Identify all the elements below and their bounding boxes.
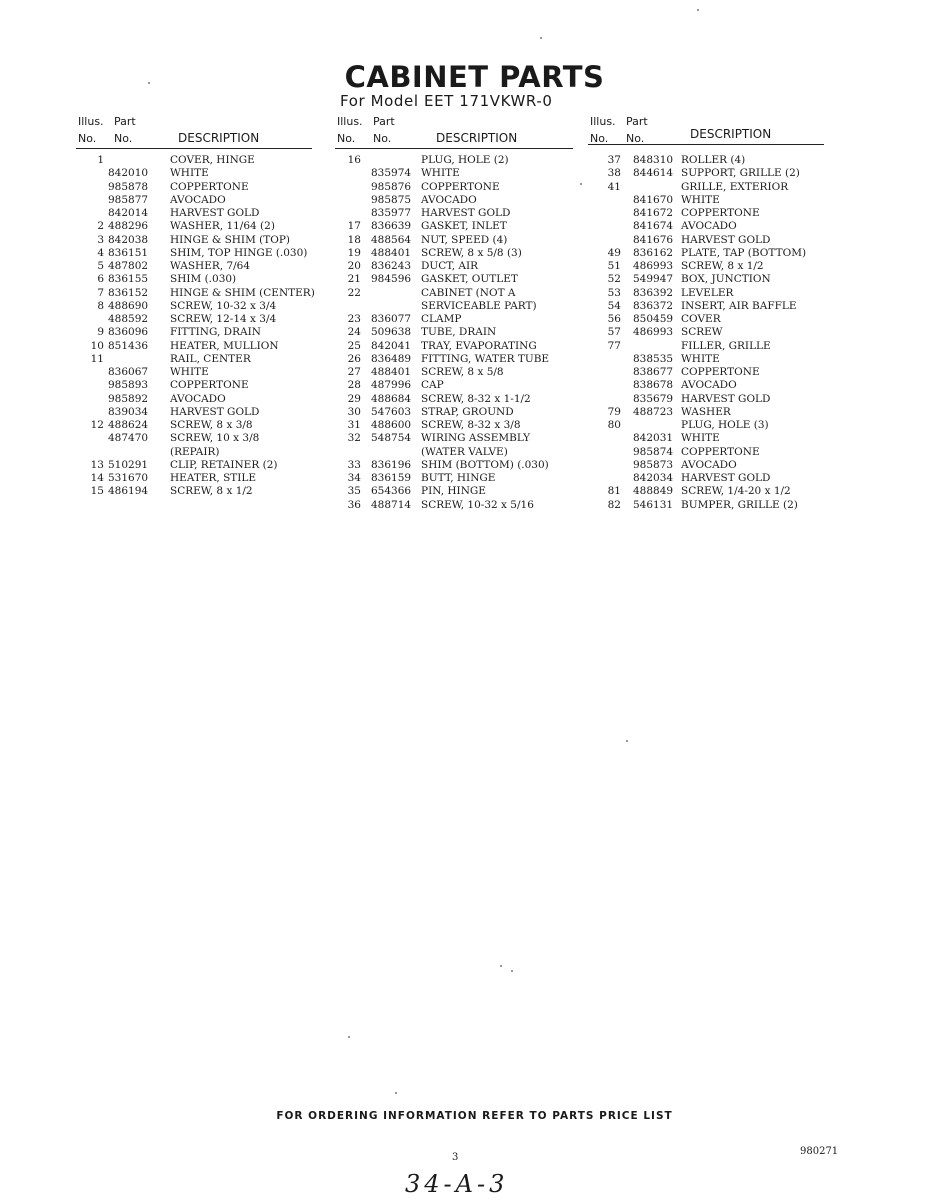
- part-description: TRAY, EVAPORATING: [421, 339, 537, 352]
- illus-number: 79: [607, 405, 621, 418]
- part-description: DUCT, AIR: [421, 260, 479, 272]
- part-number: 838678: [633, 379, 674, 392]
- part-number: 486993: [633, 260, 674, 272]
- part-header: Part: [114, 115, 136, 128]
- illus-number: 80: [607, 419, 621, 431]
- illus-number: 57: [607, 326, 621, 339]
- model-subtitle: For Model EET 171VKWR-0: [340, 92, 553, 110]
- part-number: 985875: [371, 193, 412, 206]
- illus-number: 32: [347, 432, 361, 445]
- part-number: 842041: [371, 339, 412, 352]
- scan-speck: [511, 970, 513, 972]
- part-description: HARVEST GOLD: [681, 472, 771, 484]
- part-number: 546131: [633, 498, 674, 511]
- part-number: 841674: [633, 220, 674, 233]
- part-description: SCREW, 1/4-20 x 1/2: [681, 485, 791, 498]
- illus-number: 81: [607, 485, 621, 498]
- part-description: HEATER, MULLION: [170, 339, 279, 352]
- illus-number: 3: [97, 233, 104, 246]
- part-no-header: No.: [626, 132, 645, 145]
- part-description: FILLER, GRILLE: [681, 339, 771, 352]
- illus-number: 33: [347, 458, 361, 471]
- part-description: PLATE, TAP (BOTTOM): [681, 246, 807, 259]
- illus-number: 41: [607, 180, 621, 193]
- illus-number: 19: [347, 246, 361, 259]
- illus-number: 82: [607, 498, 621, 511]
- part-number: 488690: [108, 299, 149, 312]
- part-number: 488684: [371, 392, 412, 405]
- illus-header: Illus.: [590, 115, 616, 128]
- part-number: 985893: [108, 379, 149, 392]
- part-number: 985892: [108, 392, 149, 405]
- illus-number: 77: [607, 339, 621, 352]
- part-description: CAP: [421, 379, 444, 392]
- part-description: SCREW, 12-14 x 3/4: [170, 313, 277, 325]
- part-number: 842010: [108, 167, 149, 180]
- illus-number: 54: [607, 299, 621, 312]
- part-description: WASHER, 7/64: [170, 260, 251, 272]
- part-description: HARVEST GOLD: [170, 207, 260, 219]
- part-number: 488849: [633, 485, 674, 498]
- description-header: DESCRIPTION: [436, 131, 518, 145]
- illus-number: 18: [347, 233, 361, 246]
- part-number: 842014: [108, 207, 149, 219]
- part-description: HARVEST GOLD: [681, 233, 771, 246]
- illus-number: 28: [347, 379, 361, 392]
- illus-number: 4: [97, 246, 104, 259]
- part-number: 838535: [633, 352, 674, 365]
- part-number: 984596: [371, 273, 412, 286]
- part-number: 836159: [371, 472, 412, 484]
- illus-number: 26: [347, 352, 361, 365]
- description-header: DESCRIPTION: [690, 127, 772, 141]
- illus-number: 14: [90, 472, 104, 484]
- illus-number: 36: [347, 498, 361, 511]
- part-description: PLUG, HOLE (2): [421, 154, 509, 166]
- part-number: 836243: [371, 260, 412, 272]
- scan-speck: [148, 82, 150, 84]
- column-header: [76, 114, 316, 148]
- part-description: SCREW, 8 x 3/8: [170, 419, 253, 431]
- part-description: SCREW, 8-32 x 3/8: [421, 419, 521, 431]
- part-number: 836489: [371, 352, 412, 365]
- part-description: SCREW, 8 x 5/8 (3): [421, 246, 522, 259]
- part-description: SCREW, 8-32 x 1-1/2: [421, 392, 531, 405]
- part-number: 836162: [633, 246, 674, 259]
- part-number: 836067: [108, 366, 149, 378]
- part-number: 841672: [633, 207, 674, 219]
- scan-speck: [540, 37, 542, 39]
- part-description: WHITE: [681, 432, 720, 445]
- part-number: 835977: [371, 207, 412, 219]
- part-number: 487470: [108, 432, 149, 445]
- part-description: HINGE & SHIM (CENTER): [170, 286, 315, 299]
- part-number: 985877: [108, 193, 149, 206]
- illus-header: Illus.: [337, 115, 363, 128]
- part-description: HARVEST GOLD: [681, 392, 771, 405]
- part-number: 836151: [108, 246, 149, 259]
- part-description: CLAMP: [421, 313, 462, 325]
- part-description: COPPERTONE: [681, 445, 760, 458]
- illus-number: 6: [97, 273, 104, 286]
- parts-column-1: [76, 114, 316, 498]
- part-description: FITTING, DRAIN: [170, 326, 261, 339]
- header-rule: [76, 148, 312, 149]
- part-number: 844614: [633, 167, 674, 180]
- parts-column-3: [588, 114, 833, 511]
- scan-speck: [395, 1092, 397, 1094]
- part-no-header: No.: [373, 132, 392, 145]
- part-description: SHIM (.030): [170, 273, 237, 286]
- illus-number: 21: [347, 273, 361, 286]
- illus-number: 13: [90, 458, 104, 471]
- parts-column-2: [335, 114, 580, 511]
- part-number: 487802: [108, 260, 149, 272]
- part-description: NUT, SPEED (4): [421, 233, 508, 246]
- part-number: 488401: [371, 366, 412, 378]
- part-number: 842034: [633, 472, 674, 484]
- ordering-footer: FOR ORDERING INFORMATION REFER TO PARTS PRICE LIST: [276, 1110, 673, 1122]
- part-description: WASHER: [681, 405, 731, 418]
- part-number: 549947: [633, 273, 674, 286]
- illus-number: 49: [607, 246, 621, 259]
- part-description: HEATER, STILE: [170, 472, 257, 484]
- scan-speck: [500, 965, 502, 967]
- illus-number: 52: [607, 273, 621, 286]
- part-number: 487996: [371, 379, 412, 392]
- part-number: 985876: [371, 180, 412, 193]
- illus-number: 51: [607, 260, 621, 272]
- part-description: WIRING ASSEMBLY: [421, 432, 531, 445]
- part-description: SUPPORT, GRILLE (2): [681, 167, 800, 180]
- part-description: WASHER, 11/64 (2): [170, 220, 275, 233]
- scan-speck: [348, 1036, 350, 1038]
- illus-number: 11: [90, 352, 104, 365]
- part-description: FITTING, WATER TUBE: [421, 352, 550, 365]
- part-description: AVOCADO: [681, 220, 737, 233]
- part-description: SCREW, 8 x 1/2: [170, 485, 253, 498]
- part-number: 985873: [633, 458, 674, 471]
- part-header: Part: [626, 115, 648, 128]
- column-header: [335, 114, 580, 148]
- part-description: INSERT, AIR BAFFLE: [681, 299, 797, 312]
- part-description: AVOCADO: [170, 392, 226, 405]
- illus-number: 37: [607, 154, 621, 166]
- illus-number: 7: [97, 286, 104, 299]
- part-number: 839034: [108, 405, 149, 418]
- illus-number: 8: [97, 299, 104, 312]
- part-description: SCREW, 10-32 x 3/4: [170, 299, 277, 312]
- part-number: 842031: [633, 432, 674, 445]
- illus-number: 5: [97, 260, 104, 272]
- part-number: 488401: [371, 246, 412, 259]
- illus-number: 31: [347, 419, 361, 431]
- part-number: 488723: [633, 405, 674, 418]
- illus-number: 35: [347, 485, 361, 498]
- part-number: 488564: [371, 233, 412, 246]
- illus-no-header: No.: [590, 132, 609, 145]
- illus-number: 56: [607, 313, 621, 325]
- part-description: PLUG, HOLE (3): [681, 419, 769, 431]
- illus-number: 2: [97, 220, 104, 233]
- scan-speck: [580, 183, 582, 185]
- part-description: SCREW, 8 x 1/2: [681, 260, 764, 272]
- part-description: CLIP, RETAINER (2): [170, 458, 278, 471]
- part-description: GRILLE, EXTERIOR: [681, 180, 789, 193]
- part-description: COPPERTONE: [681, 207, 760, 219]
- part-description: (REPAIR): [170, 445, 220, 458]
- illus-number: 24: [347, 326, 361, 339]
- part-number: 835679: [633, 392, 674, 405]
- illus-number: 12: [90, 419, 104, 431]
- part-description: GASKET, OUTLET: [421, 273, 518, 286]
- part-description: AVOCADO: [681, 458, 737, 471]
- scan-speck: [626, 740, 628, 742]
- part-number: 547603: [371, 405, 412, 418]
- illus-number: 29: [347, 392, 361, 405]
- part-description: SHIM, TOP HINGE (.030): [170, 246, 308, 259]
- part-description: SCREW, 10-32 x 5/16: [421, 498, 534, 511]
- part-description: LEVELER: [681, 286, 734, 299]
- part-description: BUTT, HINGE: [421, 472, 496, 484]
- part-number: 488296: [108, 220, 149, 233]
- part-number: 510291: [108, 458, 149, 471]
- part-number: 836077: [371, 313, 412, 325]
- part-description: WHITE: [681, 193, 720, 206]
- part-number: 851436: [108, 339, 149, 352]
- part-number: 985878: [108, 180, 149, 193]
- part-description: COVER: [681, 313, 721, 325]
- part-description: PIN, HINGE: [421, 485, 486, 498]
- part-description: AVOCADO: [421, 193, 477, 206]
- part-number: 531670: [108, 472, 149, 484]
- part-number: 486993: [633, 326, 674, 339]
- illus-number: 9: [97, 326, 104, 339]
- header-rule: [588, 144, 824, 145]
- illus-number: 53: [607, 286, 621, 299]
- part-description: (WATER VALVE): [421, 445, 508, 458]
- page-number: 3: [452, 1152, 459, 1163]
- part-description: SERVICEABLE PART): [421, 299, 537, 312]
- part-description: COPPERTONE: [681, 366, 760, 378]
- part-header: Part: [373, 115, 395, 128]
- part-number: 836372: [633, 299, 674, 312]
- part-description: CABINET (NOT A: [421, 286, 516, 299]
- part-description: RAIL, CENTER: [170, 352, 251, 365]
- part-description: HARVEST GOLD: [170, 405, 260, 418]
- illus-number: 30: [347, 405, 361, 418]
- part-description: HARVEST GOLD: [421, 207, 511, 219]
- part-description: WHITE: [170, 167, 209, 180]
- part-number: 836155: [108, 273, 149, 286]
- part-description: TUBE, DRAIN: [421, 326, 497, 339]
- part-number: 548754: [371, 432, 412, 445]
- illus-no-header: No.: [78, 132, 97, 145]
- part-description: STRAP, GROUND: [421, 405, 514, 418]
- part-number: 486194: [108, 485, 149, 498]
- part-description: WHITE: [421, 167, 460, 180]
- illus-header: Illus.: [78, 115, 104, 128]
- part-number: 488714: [371, 498, 412, 511]
- part-description: HINGE & SHIM (TOP): [170, 233, 291, 246]
- illus-number: 22: [347, 286, 361, 299]
- part-description: AVOCADO: [170, 193, 226, 206]
- part-number: 841676: [633, 233, 674, 246]
- illus-number: 10: [90, 339, 104, 352]
- part-description: BOX, JUNCTION: [681, 273, 771, 286]
- part-description: BUMPER, GRILLE (2): [681, 498, 798, 511]
- part-number: 835974: [371, 167, 412, 180]
- part-number: 488624: [108, 419, 149, 431]
- part-description: COPPERTONE: [170, 379, 249, 392]
- part-number: 848310: [633, 154, 674, 166]
- illus-no-header: No.: [337, 132, 356, 145]
- description-header: DESCRIPTION: [178, 131, 260, 145]
- illus-number: 34: [347, 472, 361, 484]
- part-number: 488592: [108, 313, 149, 325]
- part-number: 509638: [371, 326, 412, 339]
- column-header: [588, 114, 833, 148]
- illus-number: 16: [347, 154, 361, 166]
- illus-number: 1: [97, 154, 104, 166]
- part-number: 836392: [633, 286, 674, 299]
- part-description: COPPERTONE: [170, 180, 249, 193]
- part-number: 985874: [633, 445, 674, 458]
- part-number: 488600: [371, 419, 412, 431]
- part-description: GASKET, INLET: [421, 220, 507, 233]
- part-description: AVOCADO: [681, 379, 737, 392]
- part-number: 836196: [371, 458, 412, 471]
- part-description: SCREW: [681, 326, 723, 339]
- illus-number: 17: [347, 220, 361, 233]
- part-number: 838677: [633, 366, 674, 378]
- handwritten-note: 34-A-3: [405, 1170, 509, 1198]
- part-description: COPPERTONE: [421, 180, 500, 193]
- part-description: ROLLER (4): [681, 154, 746, 166]
- illus-number: 15: [90, 485, 104, 498]
- illus-number: 27: [347, 366, 361, 378]
- illus-number: 23: [347, 313, 361, 325]
- part-number: 836096: [108, 326, 149, 339]
- part-no-header: No.: [114, 132, 133, 145]
- page-title: CABINET PARTS: [344, 60, 605, 94]
- part-description: COVER, HINGE: [170, 154, 255, 166]
- illus-number: 25: [347, 339, 361, 352]
- part-description: SCREW, 10 x 3/8: [170, 432, 260, 445]
- part-description: WHITE: [170, 366, 209, 378]
- part-number: 836639: [371, 220, 412, 233]
- part-number: 842038: [108, 233, 149, 246]
- scan-speck: [697, 9, 699, 11]
- part-description: SHIM (BOTTOM) (.030): [421, 458, 549, 471]
- part-description: WHITE: [681, 352, 720, 365]
- part-number: 654366: [371, 485, 412, 498]
- header-rule: [335, 148, 573, 149]
- document-code: 980271: [800, 1146, 839, 1157]
- part-description: SCREW, 8 x 5/8: [421, 366, 504, 378]
- illus-number: 20: [347, 260, 361, 272]
- part-number: 836152: [108, 286, 149, 299]
- part-number: 850459: [633, 313, 674, 325]
- part-number: 841670: [633, 193, 674, 206]
- illus-number: 38: [607, 167, 621, 180]
